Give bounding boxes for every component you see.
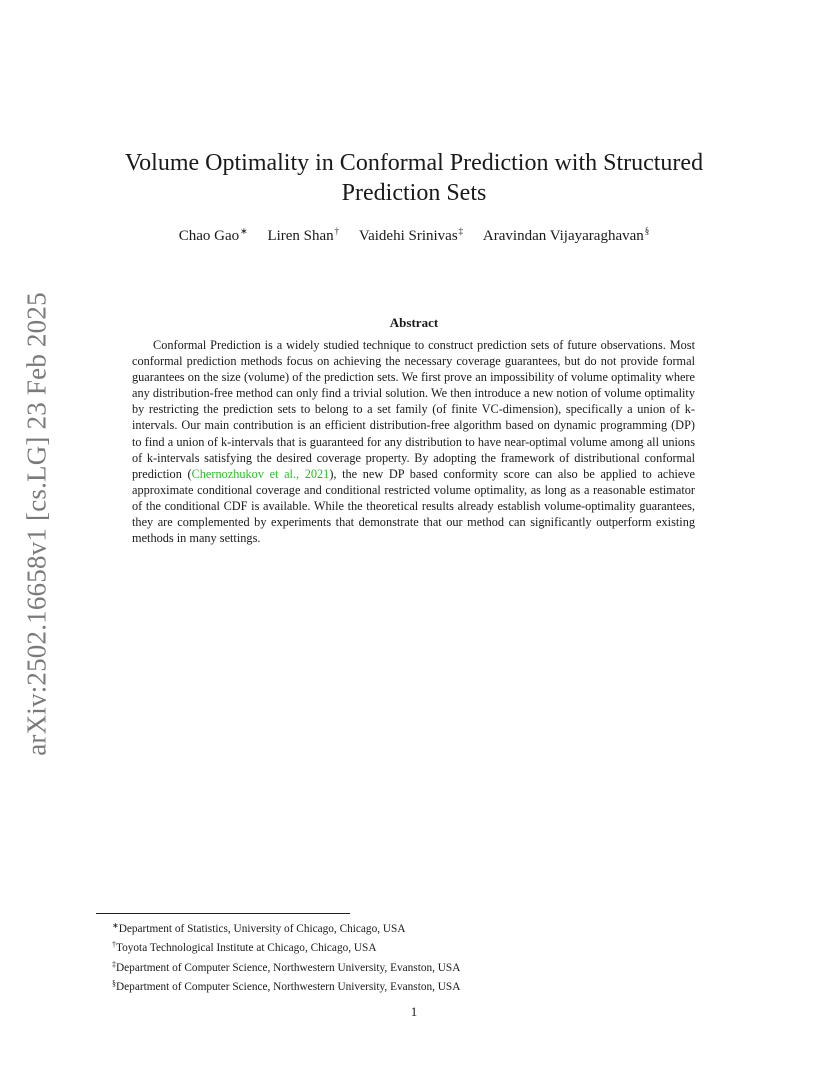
footnote-text: Department of Computer Science, Northwestern University, Evanston, USA: [116, 961, 461, 974]
author-name: Aravindan Vijayaraghavan: [482, 228, 644, 244]
author-affiliation-mark: ∗: [240, 226, 248, 236]
author-affiliation-mark: ‡: [458, 226, 464, 236]
author: [267, 228, 339, 244]
author-list: [100, 226, 728, 245]
author-affiliation-mark: †: [334, 226, 340, 236]
author: [359, 228, 463, 244]
footnote: [112, 918, 460, 937]
footnote-divider: [96, 913, 350, 914]
footnote-mark: †: [112, 940, 116, 950]
title-line-2: Prediction Sets: [341, 180, 487, 206]
footnote-mark: ‡: [112, 959, 116, 969]
footnote-mark: §: [112, 978, 116, 988]
title-line-1: Volume Optimality in Conformal Prediction with Structured: [124, 150, 704, 176]
paper-title: [100, 148, 728, 208]
arxiv-identifier-stamp: arXiv:2502.16658v1 [cs.LG] 23 Feb 2025: [21, 292, 52, 756]
abstract-text-part-2: ), the new DP based conformity score can also be applied to achieve approximate conditional coverage and conditional restricted volume optimality, as long as a reasonable estimator of the conditional CDF is available. While the theoretical results already establish volume-optimality guarantees, they are complemented by experiments that demonstrate that our method can significantly outperform existing methods in many settings.: [132, 466, 695, 546]
abstract-heading: Abstract: [389, 315, 439, 330]
footnote-text: Department of Computer Science, Northwestern University, Evanston, USA: [116, 980, 461, 993]
footnote-text: Toyota Technological Institute at Chicago, Chicago, USA: [116, 942, 377, 955]
footnote: [112, 937, 460, 956]
author: [179, 228, 248, 244]
abstract-text-part-1: Conformal Prediction is a widely studied technique to construct prediction sets of future observations. Most conformal prediction methods focus on achieving the necessary coverage guarantees, but do not provide formal guarantees on the size (volume) of the prediction sets. We first prove an impossibility of volume optimality where any distribution-free method can only find a trivial solution. We then introduce a new notion of volume optimality by restricting the prediction sets to belong to a set family (of finite VC-dimension), specifically a union of k-intervals. Our main contribution is an efficient distribution-free algorithm based on dynamic programming (DP) to find a union of k-intervals that is guaranteed for any distribution to have near-optimal volume among all unions of k-intervals satisfying the desired coverage property. By adopting the framework of distributional conformal prediction (: [132, 338, 695, 481]
author-name: Chao Gao: [178, 228, 240, 244]
author-affiliation-mark: §: [644, 226, 650, 236]
footnote: [112, 957, 460, 976]
footnotes: [112, 918, 460, 995]
footnote-text: Department of Statistics, University of Chicago, Chicago, USA: [118, 923, 406, 935]
abstract-body: [132, 337, 695, 546]
author: [483, 228, 649, 244]
footnote-mark: ∗: [112, 921, 119, 930]
page-number: 1: [410, 1004, 418, 1019]
citation-link[interactable]: Chernozhukov et al., 2021: [191, 466, 330, 481]
author-name: Vaidehi Srinivas: [358, 228, 458, 244]
footnote: [112, 976, 460, 995]
author-name: Liren Shan: [267, 228, 334, 244]
